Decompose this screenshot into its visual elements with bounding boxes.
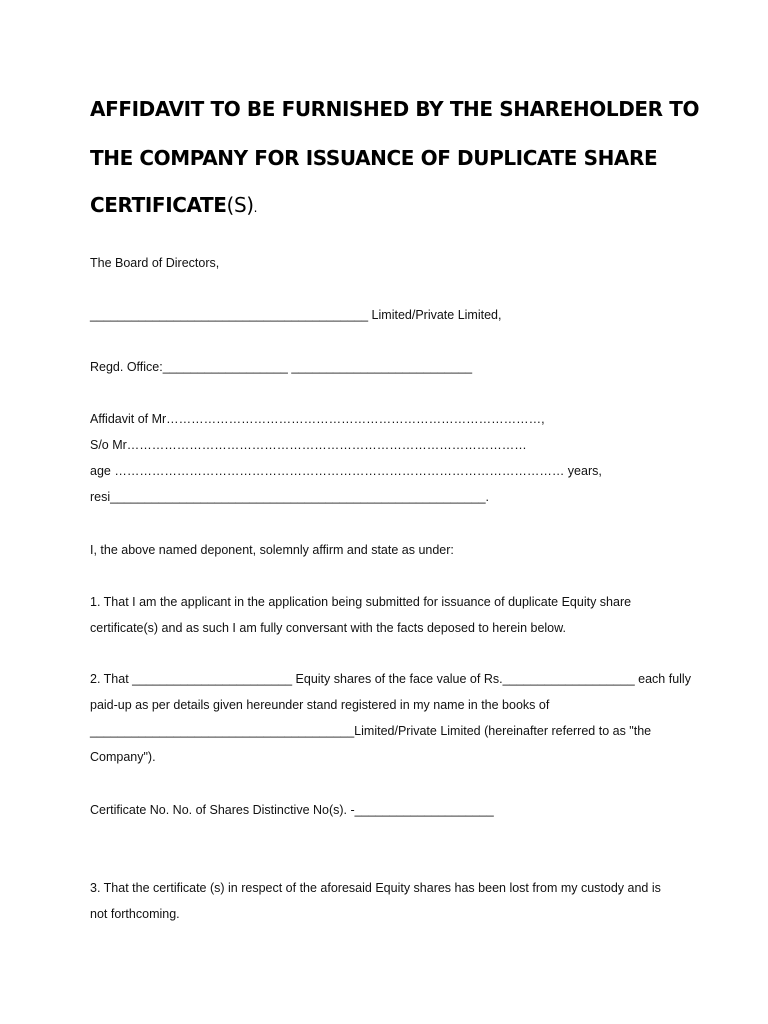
paragraph-2-line-1: 2. That _______________________ Equity shares of the face value of Rs.___________________ each fully	[90, 672, 691, 686]
document-title-line-1: AFFIDAVIT TO BE FURNISHED BY THE SHAREHOLDER TO	[90, 97, 700, 121]
paragraph-2-line-4: Company").	[90, 750, 156, 764]
addressee-regd-office: Regd. Office:__________________ __________________________	[90, 360, 473, 374]
deponent-son-of: S/o Mr……………………………………………………………………………………	[90, 438, 527, 452]
paragraph-2-line-2: paid-up as per details given hereunder stand registered in my name in the books of	[90, 698, 550, 712]
deponent-residence: resi______________________________________________________.	[90, 490, 490, 504]
document-title-line-3	[90, 191, 730, 222]
addressee-board: The Board of Directors,	[90, 256, 220, 270]
paragraph-3-line-1: 3. That the certificate (s) in respect of the aforesaid Equity shares has been lost from my custody and is	[90, 881, 661, 895]
title-certificate-word: CERTIFICATE	[90, 193, 227, 217]
deponent-affidavit-of: Affidavit of Mr………………………………………………………………………………,	[90, 412, 545, 426]
paragraph-3-line-2: not forthcoming.	[90, 907, 180, 921]
deponent-age: age ……………………………………………………………………………………………… years,	[90, 464, 602, 478]
body-intro: I, the above named deponent, solemnly affirm and state as under:	[90, 543, 454, 557]
certificate-details-line: Certificate No. No. of Shares Distinctive No(s). -____________________	[90, 803, 494, 817]
paragraph-1-line-1: 1. That I am the applicant in the application being submitted for issuance of duplicate Equity share	[90, 595, 632, 609]
addressee-company-line: ________________________________________ Limited/Private Limited,	[90, 308, 502, 322]
title-period: .	[253, 201, 258, 215]
paragraph-1-line-2: certificate(s) and as such I am fully conversant with the facts deposed to herein below.	[90, 621, 566, 635]
paragraph-2-line-3: ______________________________________Limited/Private Limited (hereinafter referred to as "the	[90, 724, 652, 738]
title-plural-suffix: (S)	[226, 193, 254, 217]
document-title-line-2: THE COMPANY FOR ISSUANCE OF DUPLICATE SHARE	[90, 146, 658, 170]
